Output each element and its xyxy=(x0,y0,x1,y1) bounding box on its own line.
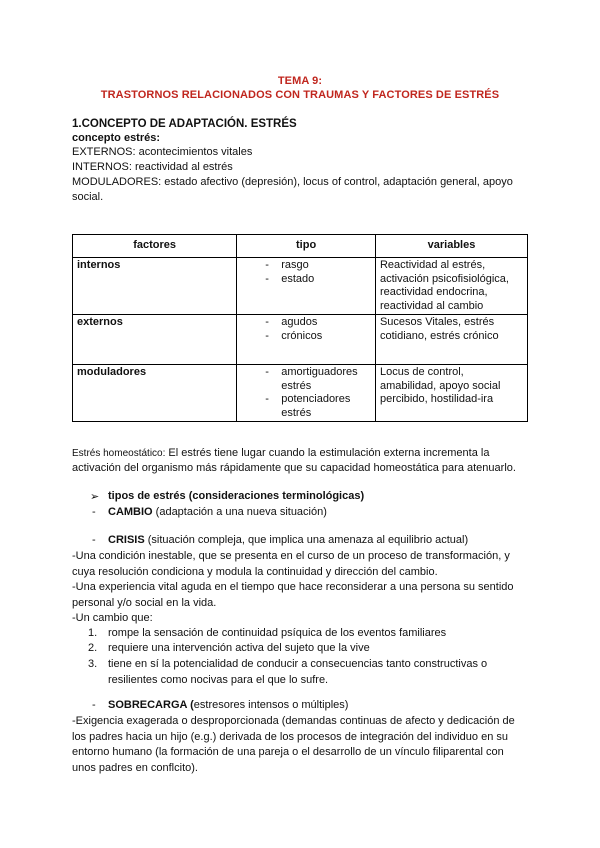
header-factores: factores xyxy=(73,235,237,258)
dash-bullet: - xyxy=(92,506,96,518)
tipo-cell xyxy=(237,365,376,422)
concept-line-social: social. xyxy=(72,191,104,203)
variable-line: amabilidad, apoyo social xyxy=(379,379,501,392)
homeostatic-line-1 xyxy=(72,446,489,461)
item-text: tiene en sí la potencialidad de conducir a consecuencias tanto constructivas o resilientes como nocivas para el que lo sufre. xyxy=(108,658,488,686)
sobrecarga-paragraph-line: los padres hacia un hijo (e.g.) derivada de los procesos de integración del individuo en su xyxy=(72,731,508,743)
cambio-label: CAMBIO xyxy=(108,506,153,518)
item-text: rompe la sensación de continuidad psíquica de los eventos familiares xyxy=(108,627,447,639)
variable-line: cotidiano, estrés crónico xyxy=(379,329,499,342)
item-number: 1. xyxy=(88,627,98,639)
header-tipo: tipo xyxy=(237,235,376,258)
tipo-item: - rasgo xyxy=(265,259,371,273)
table-row xyxy=(73,365,528,422)
item-number: 2. xyxy=(88,642,98,654)
item-number: 3. xyxy=(88,658,98,670)
numbered-item xyxy=(88,657,518,688)
variable-line: percibido, hostilidad-ira xyxy=(379,393,494,405)
cambio-text: (adaptación a una nueva situación) xyxy=(152,506,327,518)
table-row xyxy=(73,258,528,315)
tipo-item: - estado xyxy=(265,273,371,287)
sobrecarga-line xyxy=(108,699,348,711)
homeostatic-line-2: activación del organismo más rápidamente que su capacidad homeostática para atenuarlo. xyxy=(72,462,516,474)
concept-line-internos: INTERNOS: reactividad al estrés xyxy=(72,161,233,173)
tipo-cell xyxy=(237,315,376,365)
crisis-line xyxy=(108,534,468,546)
factors-table xyxy=(72,234,528,422)
variable-line: activación psicofisiológica, xyxy=(379,272,509,285)
tipo-item: - potenciadores estrés xyxy=(265,393,371,420)
tema-number: TEMA 9: xyxy=(277,75,323,87)
crisis-paragraph-line: -Una experiencia vital aguda en el tiempo que hace reconsiderar a una persona su sentido xyxy=(72,581,514,593)
sobrecarga-paragraph-line: unos padres en conflcito). xyxy=(72,762,198,774)
types-heading: tipos de estrés (consideraciones terminológicas) xyxy=(108,490,365,502)
sobrecarga-label: SOBRECARGA ( xyxy=(108,699,194,711)
cambio-line xyxy=(108,506,327,518)
variable-line: Reactividad al estrés, xyxy=(379,259,486,271)
concept-line-externos: EXTERNOS: acontecimientos vitales xyxy=(72,146,253,158)
sobrecarga-text: estresores intensos o múltiples) xyxy=(193,699,349,711)
tipo-item: - agudos xyxy=(265,316,371,330)
crisis-paragraph-line: -Una condición inestable, que se presenta en el curso de un proceso de transformación, y xyxy=(72,550,510,562)
concept-subheading: concepto estrés: xyxy=(72,132,161,144)
dash-bullet: - xyxy=(92,699,96,711)
document-title: TRASTORNOS RELACIONADOS CON TRAUMAS Y FACTORES DE ESTRÉS xyxy=(100,89,500,101)
numbered-item xyxy=(88,626,528,642)
table-row xyxy=(73,315,528,365)
table-header-row xyxy=(73,235,528,258)
crisis-paragraph-line: -Un cambio que: xyxy=(72,612,153,624)
tipo-item: - crónicos xyxy=(265,330,371,344)
tipo-item: - amortiguadores estrés xyxy=(265,366,371,393)
variable-line: Sucesos Vitales, estrés xyxy=(379,316,495,328)
crisis-label: CRISIS xyxy=(108,534,145,546)
factor-cell: externos xyxy=(73,315,237,365)
variables-cell xyxy=(375,258,527,315)
factor-cell: internos xyxy=(73,258,237,315)
dash-bullet: - xyxy=(92,534,96,546)
homeostatic-label: Estrés homeostático: xyxy=(72,448,166,459)
item-text: requiere una intervención activa del sujeto que la vive xyxy=(108,642,370,654)
numbered-item xyxy=(88,641,528,657)
variables-cell xyxy=(375,365,527,422)
tipo-cell xyxy=(237,258,376,315)
section-heading: 1.CONCEPTO DE ADAPTACIÓN. ESTRÉS xyxy=(72,118,297,130)
sobrecarga-paragraph-line: -Exigencia exagerada o desproporcionada (demandas continuas de afecto y dedicación de xyxy=(72,715,515,727)
variable-line: Locus de control, xyxy=(379,366,464,378)
concept-line-moduladores: MODULADORES: estado afectivo (depresión), locus of control, adaptación general, apoyo xyxy=(72,176,513,188)
homeostatic-text: El estrés tiene lugar cuando la estimulación externa incrementa la xyxy=(165,447,490,459)
variable-line: reactividad al cambio xyxy=(379,299,484,312)
arrow-bullet-icon: ➢ xyxy=(90,491,100,503)
crisis-paragraph-line: cuya resolución condiciona y modula la continuidad y dirección del cambio. xyxy=(72,566,438,578)
header-variables: variables xyxy=(375,235,527,258)
variable-line: reactividad endocrina, xyxy=(379,286,488,298)
crisis-paragraph-line: personal y/o social en la vida. xyxy=(72,597,217,609)
sobrecarga-paragraph-line: entorno humano (la formación de una pareja o el desarrollo de un vínculo filiparental con xyxy=(72,746,504,758)
factor-cell: moduladores xyxy=(73,365,237,422)
crisis-text: (situación compleja, que implica una amenaza al equilibrio actual) xyxy=(144,534,469,546)
variables-cell xyxy=(375,315,527,365)
